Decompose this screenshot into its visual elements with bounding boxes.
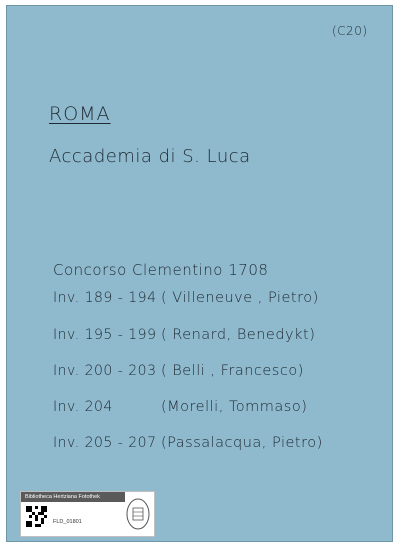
entry-inventory: Inv. 195 - 199 (53, 327, 157, 343)
library-name: Bibliotheca Hertziana Fotothek (21, 492, 125, 502)
entry-artist: ( Belli , Francesco) (161, 363, 304, 379)
entry-row (53, 399, 307, 415)
entry-inventory: Inv. 200 - 203 (53, 363, 157, 379)
entry-inventory: Inv. 205 - 207 (53, 435, 157, 451)
entry-row (53, 363, 304, 379)
entry-row (53, 435, 323, 451)
shelf-code: FLD_01801 (53, 519, 82, 525)
entry-artist: ( Renard, Benedykt) (161, 327, 316, 343)
contest-title: Concorso Clementino 1708 (53, 261, 269, 279)
institution-title: Accademia di S. Luca (49, 146, 251, 167)
entry-artist: ( Villeneuve , Pietro) (161, 290, 319, 306)
library-label (20, 491, 155, 537)
entry-inventory: Inv. 204 (53, 399, 113, 415)
entry-inventory: Inv. 189 - 194 (53, 290, 157, 306)
qr-code-icon (26, 506, 47, 527)
corner-code: (C20) (332, 24, 368, 38)
folder-cover (6, 5, 393, 542)
library-seal-icon (125, 496, 151, 532)
entry-row (53, 327, 315, 343)
entry-artist: (Morelli, Tommaso) (161, 399, 308, 415)
entry-row (53, 290, 319, 306)
entry-artist: (Passalacqua, Pietro) (161, 435, 323, 451)
city-title: ROMA (49, 103, 111, 125)
